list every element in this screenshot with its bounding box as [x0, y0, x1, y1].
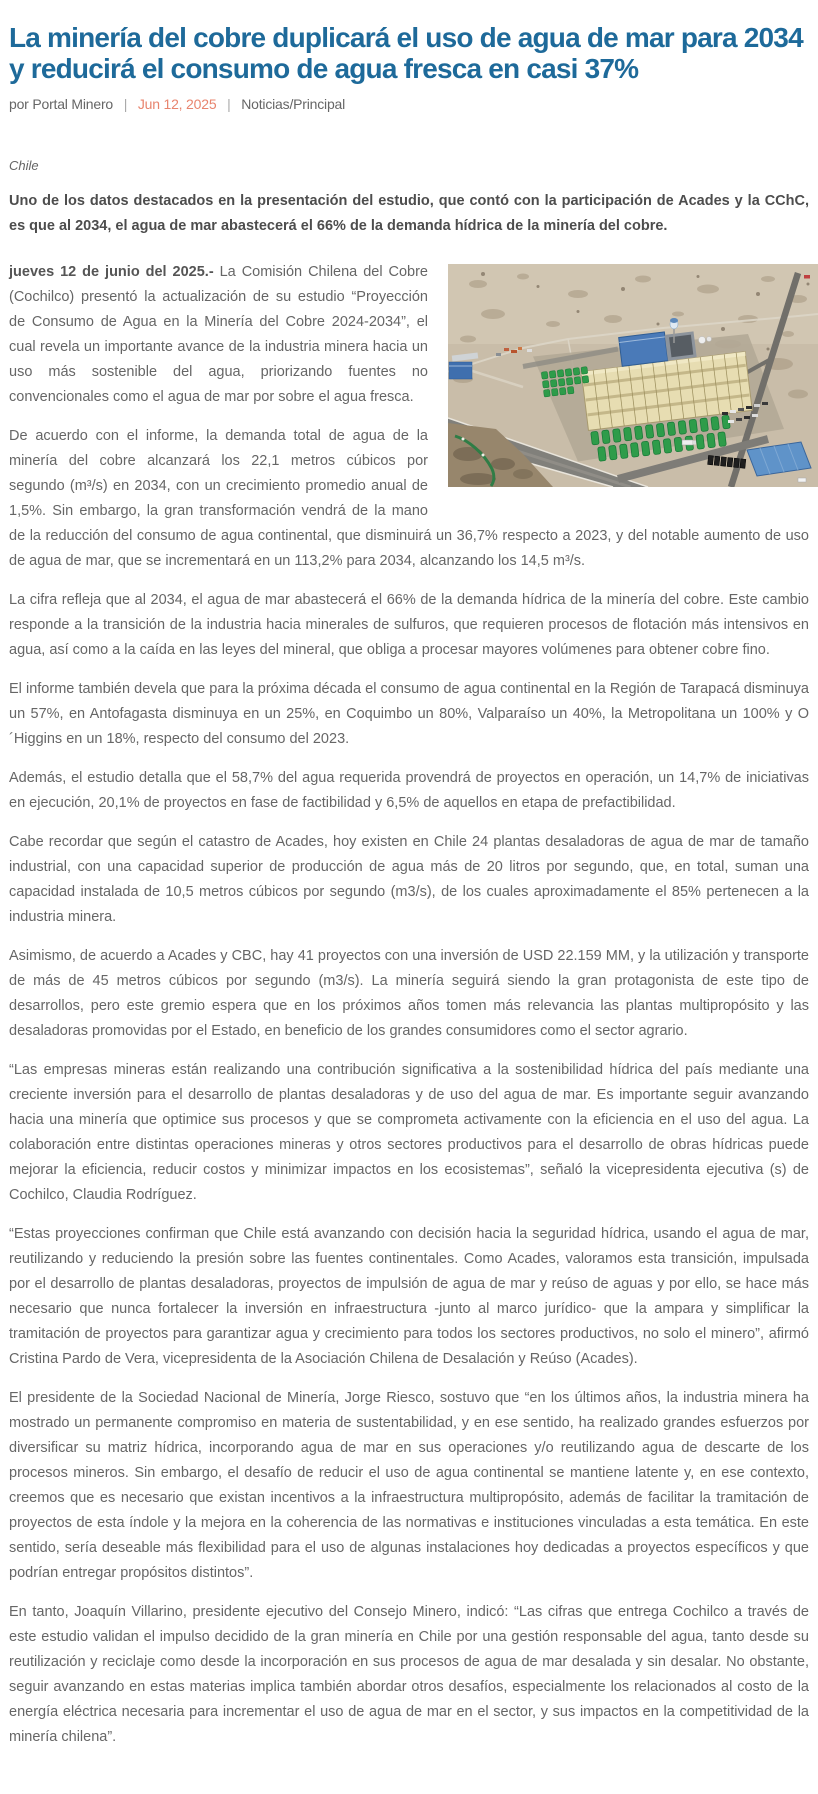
category-link[interactable]: Noticias/Principal: [241, 96, 346, 112]
dateline-bold: jueves 12 de junio del 2025.-: [9, 264, 214, 280]
paragraph: La cifra refleja que al 2034, el agua de mar abastecerá el 66% de la demanda hídrica de la minería del cobre. Este cambio responde a la transición de la industria hacia minerales de sulfuros, que requieren procesos de flotación más intensivos en agua, así como a la caída en las leyes del mineral, que obliga a procesar mayores volúmenes para obtener cobre fino.: [9, 592, 809, 658]
meta-separator: |: [227, 96, 231, 112]
post-meta: [9, 96, 809, 112]
paragraph: El presidente de la Sociedad Nacional de Minería, Jorge Riesco, sostuvo que “en los últimos años, la industria minera ha mostrado un permanente compromiso en materia de sustentabilidad, y en ese sentido, ha realizado grandes esfuerzos por diversificar su matriz hídrica, incorporando agua de mar en sus operaciones y/o reutilizando agua de descarte de los procesos mineros. Sin embargo, el desafío de reducir el uso de agua continental se mantiene latente y, en ese contexto, creemos que es necesario que existan incentivos a la infraestructura multipropósito, además de facilitar la tramitación de proyectos de esta índole y la mejora en la coherencia de las normativas e instituciones vinculadas a esta temática. En este sentido, sería deseable más flexibilidad para el uso de algunas instalaciones hoy dedicadas a proyectos específicos y que podrían entregar propósitos distintos”.: [9, 1390, 809, 1581]
desalination-plant-aerial-image: [448, 264, 818, 487]
lead-paragraph: Uno de los datos destacados en la presentación del estudio, que contó con la participación de Acades y la CChC, es que al 2034, el agua de mar abastecerá el 66% de la demanda hídrica de la minería del cobre.: [9, 193, 809, 234]
paragraph: Además, el estudio detalla que el 58,7% del agua requerida provendrá de proyectos en operación, un 14,7% de iniciativas en ejecución, 20,1% de proyectos en fase de factibilidad y 6,5% de aquellos en etapa de prefactibilidad.: [9, 770, 809, 811]
paragraph-text: La Comisión Chilena del Cobre (Cochilco) presentó la actualización de su estudio “Proyección de Consumo de Agua en la Minería del Cobre 2024-2034”, el cual revela un importante avance de la industria minera hacia un uso más sostenible del agua, priorizando fuentes no convencionales como el agua de mar por sobre el agua fresca.: [9, 264, 428, 405]
paragraph: “Las empresas mineras están realizando una contribución significativa a la sostenibilidad hídrica del país mediante una creciente inversión para el desarrollo de plantas desaladoras y de uso del agua de mar. Es importante seguir avanzando hacia una minería que optimice sus procesos y que se comprometa activamente con la eficiencia en el uso del agua. La colaboración entre distintas operaciones mineras y otros sectores productivos para el desarrollo de obras hídricas puede mejorar la eficiencia, reducir costos y minimizar impactos en los ecosistemas”, señaló la vicepresidenta ejecutiva (s) de Cochilco, Claudia Rodríguez.: [9, 1062, 809, 1203]
meta-separator: |: [123, 96, 128, 112]
paragraph: En tanto, Joaquín Villarino, presidente ejecutivo del Consejo Minero, indicó: “Las cifras que entrega Cochilco a través de este estudio validan el impulso decidido de la gran minería en Chile por una gestión responsable del agua, tanto desde su reutilización y reciclaje como desde la incorporación en sus procesos de agua de mar desalada y sin desalar. No obstante, seguir avanzando en estas materias implica también abordar otros desafíos, especialmente los relacionados al costo de la energía eléctrica necesaria para incrementar el uso de agua de mar en el sector, y sus impactos en la competitividad de la minería chilena”.: [9, 1604, 809, 1745]
location-line: Chile: [9, 158, 39, 173]
paragraph: Asimismo, de acuerdo a Acades y CBC, hay 41 proyectos con una inversión de USD 22.159 MM, y la utilización y transporte de más de 45 metros cúbicos por segundo (m3/s). La minería seguirá siendo la gran protagonista de este tipo de desarrollos, pero este gremio espera que en los próximos años tomen más relevancia las plantas multipropósito y las desaladoras promovidas por el Estado, en beneficio de los grandes consumidores como el sector agrario.: [9, 948, 809, 1039]
byline-prefix: por: [9, 96, 29, 112]
author-link[interactable]: Portal Minero: [32, 96, 113, 112]
paragraph: “Estas proyecciones confirman que Chile está avanzando con decisión hacia la seguridad hídrica, usando el agua de mar, reutilizando y reduciendo la presión sobre las fuentes continentales. Como Acades, valoramos esta transición, impulsada por el desarrollo de plantas desaladoras, proyectos de impulsión de agua de mar y reúso de aguas y por ello, se hace más necesario que nunca fortalecer la inversión en infraestructura -junto al marco jurídico- que la ampara y simplificar la tramitación de proyectos para garantizar agua y crecimiento para todos los sectores productivos, no solo el minero”, afirmó Cristina Pardo de Vera, vicepresidenta de la Asociación Chilena de Desalación y Reúso (Acades).: [9, 1226, 809, 1367]
article-title: La minería del cobre duplicará el uso de agua de mar para 2034 y reducirá el consumo de agua fresca en casi 37%: [9, 22, 803, 84]
paragraph: Cabe recordar que según el catastro de Acades, hoy existen en Chile 24 plantas desaladoras de agua de mar de tamaño industrial, con una capacidad superior de producción de agua más de 20 litros por segundo, que, en total, suman una capacidad instalada de 10,5 metros cúbicos por segundo (m3/s), de los cuales aproximadamente el 85% pertenecen a la industria minera.: [9, 834, 809, 925]
paragraph: De acuerdo con el informe, la demanda total de agua de la minería del cobre alcanzará los 22,1 metros cúbicos por segundo (m³/s) en 2034, con un crecimiento promedio anual de 1,5%. Sin embargo, la gran transformación vendrá de la mano de la reducción del consumo de agua continental, que disminuirá un 36,7% respecto a 2023, y del notable aumento de uso de agua de mar, que se incrementará en un 113,2% para 2034, alcanzando los 14,5 m³/s.: [9, 428, 809, 569]
article-body: [9, 158, 809, 1750]
article-photo: [448, 264, 818, 487]
paragraph: El informe también devela que para la próxima década el consumo de agua continental en la Región de Tarapacá disminuya un 57%, en Antofagasta disminuya en un 25%, en Coquimbo un 80%, Valparaíso un 40%, la Metropolitana un 100% y O´Higgins en un 18%, respecto del consumo del 2023.: [9, 681, 809, 747]
post-date: Jun 12, 2025: [137, 96, 217, 112]
